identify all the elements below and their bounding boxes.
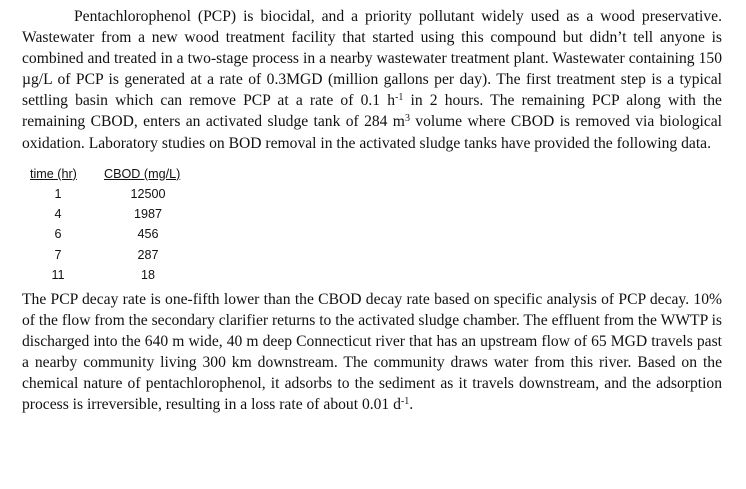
intro-text-part-3: volume where CBOD is removed via biological oxidation. Laboratory studies on BOD removal in the activated sludge tanks have provided the following data. — [22, 113, 722, 152]
cbod-cell: 18 — [140, 268, 155, 283]
document-body — [22, 6, 722, 415]
cbod-column-header: CBOD (mg/L) — [104, 166, 181, 181]
time-cell: 7 — [54, 247, 62, 262]
time-cell: 1 — [54, 186, 62, 201]
intro-paragraph — [22, 6, 722, 154]
time-cell: 11 — [51, 268, 65, 283]
rate-unit-exponent: -1 — [395, 92, 404, 104]
bod-data-table — [22, 164, 722, 288]
decay-text-part-2: . — [409, 396, 414, 414]
intro-text-part-2: in 2 hours. The remaining PCP along with the remaining CBOD, enters an activated sludge tank of 284 m — [22, 92, 722, 131]
time-cell: 4 — [54, 207, 62, 222]
decay-paragraph — [22, 289, 722, 416]
volume-unit-exponent: 3 — [404, 113, 410, 125]
cbod-cell: 1987 — [133, 207, 163, 222]
cbod-cell: 456 — [137, 227, 159, 242]
decay-text-part-1: The PCP decay rate is one-fifth lower than the CBOD decay rate based on specific analysis of PCP decay. 10% of the flow from the secondary clarifier returns to the activated sludge chamber. The effluent from the WWTP is discharged into the 640 m wide, 40 m deep Connecticut river that has an upstream flow of 65 MGD travels past a nearby community living 300 km downstream. The community draws water from this river. Based on the chemical nature of pentachlorophenol, it adsorbs to the sediment as it travels downstream, and the adsorption process is irreversible, resulting in a loss rate of about 0.01 d — [22, 290, 722, 414]
intro-text-part-1: Pentachlorophenol (PCP) is biocidal, and a priority pollutant widely used as a wood preservative. Wastewater from a new wood treatment facility that started using this compound but didn’t tell anyone is combined and treated in a two-stage process in a nearby wastewater treatment plant. Wastewater containing 150 µg/L of PCP is generated at a rate of 0.3MGD (million gallons per day). The first treatment step is a typical settling basin which can remove PCP at a rate of 0.1 h — [22, 8, 722, 110]
cbod-cell: 287 — [137, 247, 159, 262]
time-column-header: time (hr) — [30, 166, 77, 181]
cbod-cell: 12500 — [130, 186, 166, 201]
loss-rate-unit-exponent: -1 — [400, 396, 410, 408]
time-cell: 6 — [54, 227, 62, 242]
